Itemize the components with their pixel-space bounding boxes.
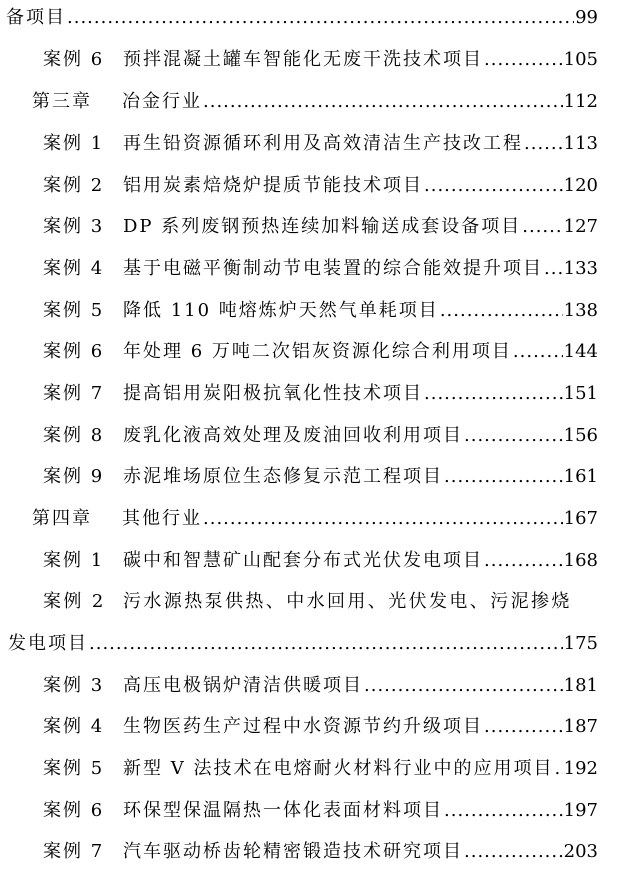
toc-page-number: 112 <box>563 91 598 112</box>
toc-case-label: 案例 5 <box>43 758 105 779</box>
toc-entry-title: 基于电磁平衡制动节电装置的综合能效提升项目 <box>123 258 543 279</box>
toc-entry[interactable] <box>0 461 620 493</box>
toc-entry[interactable] <box>0 170 620 202</box>
toc-page-number: 133 <box>563 258 598 279</box>
toc-page-number: 168 <box>563 550 598 571</box>
toc-case-label: 案例 3 <box>43 675 105 696</box>
toc-case-label: 案例 7 <box>43 841 105 862</box>
toc-entry-title: 废乳化液高效处理及废油回收利用项目 <box>123 425 463 446</box>
toc-page-number: 181 <box>563 675 598 696</box>
toc-leader-dots <box>554 753 562 785</box>
toc-entry-title: 赤泥堆场原位生态修复示范工程项目 <box>123 466 443 487</box>
toc-leader-dots <box>484 711 563 743</box>
toc-entry[interactable] <box>0 420 620 452</box>
toc-entry[interactable] <box>0 44 620 76</box>
toc-leader-dots <box>89 628 563 660</box>
toc-page-number: 127 <box>563 216 598 237</box>
toc-page-number: 105 <box>563 49 598 70</box>
toc-entry[interactable] <box>0 211 620 243</box>
toc-entry-title: 环保型保温隔热一体化表面材料项目 <box>123 800 443 821</box>
toc-case-label: 案例 2 <box>43 175 105 196</box>
toc-leader-dots <box>484 545 563 577</box>
toc-leader-dots <box>444 795 563 827</box>
toc-entry-title: 再生铅资源循环利用及高效清洁生产技改工程 <box>123 133 523 154</box>
toc-page-number: 138 <box>563 300 598 321</box>
toc-leader-dots <box>203 86 563 118</box>
toc-entry-title: 碳中和智慧矿山配套分布式光伏发电项目 <box>123 550 483 571</box>
toc-leader-dots <box>424 170 563 202</box>
toc-leader-dots <box>484 44 563 76</box>
toc-case-label: 案例 1 <box>43 550 105 571</box>
toc-entry[interactable] <box>0 295 620 327</box>
toc-entry[interactable] <box>0 378 620 410</box>
toc-page-number: 99 <box>575 7 598 28</box>
toc-case-label: 案例 4 <box>43 716 105 737</box>
toc-page-number: 113 <box>563 133 598 154</box>
toc-chapter-label: 第三章 <box>32 91 92 112</box>
toc-leader-dots <box>544 253 563 285</box>
toc-leader-dots <box>440 295 563 327</box>
toc-entry-title-continued: 发电项目 <box>8 633 88 654</box>
toc-chapter-label: 第四章 <box>32 508 92 529</box>
toc-entry[interactable] <box>0 2 620 34</box>
toc-entry-title: 降低 110 吨熔炼炉天然气单耗项目 <box>123 300 439 321</box>
toc-entry-title: 预拌混凝土罐车智能化无废干洗技术项目 <box>123 49 483 70</box>
toc-entry[interactable] <box>0 670 620 702</box>
toc-leader-dots <box>513 336 563 368</box>
toc-entry[interactable] <box>0 795 620 827</box>
toc-entry-title: 汽车驱动桥齿轮精密锻造技术研究项目 <box>123 841 463 862</box>
toc-leader-dots <box>444 461 563 493</box>
toc-chapter-entry[interactable] <box>0 86 620 118</box>
toc-leader-dots <box>424 378 563 410</box>
toc-case-label: 案例 2 <box>43 591 106 612</box>
toc-entry-title: 高压电极锅炉清洁供暖项目 <box>123 675 363 696</box>
toc-chapter-title: 冶金行业 <box>122 91 202 112</box>
toc-entry-title: 备项目 <box>6 7 66 28</box>
toc-chapter-title: 其他行业 <box>122 508 202 529</box>
toc-case-label: 案例 9 <box>43 466 105 487</box>
toc-case-label: 案例 7 <box>43 383 105 404</box>
toc-case-label: 案例 6 <box>43 800 105 821</box>
toc-case-label: 案例 6 <box>43 341 105 362</box>
toc-page-number: 120 <box>563 175 598 196</box>
toc-case-label: 案例 3 <box>43 216 105 237</box>
toc-page-number: 144 <box>563 341 598 362</box>
toc-entry-continuation[interactable] <box>0 628 620 660</box>
toc-case-label: 案例 8 <box>43 425 105 446</box>
toc-leader-dots <box>364 670 563 702</box>
toc-entry[interactable] <box>0 128 620 160</box>
toc-page-number: 167 <box>563 508 598 529</box>
toc-case-label: 案例 6 <box>43 49 105 70</box>
toc-entry-title: 年处理 6 万吨二次铝灰资源化综合利用项目 <box>123 341 512 362</box>
toc-page-number: 192 <box>563 758 598 779</box>
toc-entry[interactable] <box>0 711 620 743</box>
toc-entry[interactable] <box>0 545 620 577</box>
toc-page-number: 175 <box>563 633 598 654</box>
toc-leader-dots <box>67 2 574 34</box>
toc-entry[interactable] <box>0 253 620 285</box>
toc-page-number: 203 <box>563 841 598 862</box>
toc-entry[interactable] <box>0 836 620 868</box>
toc-entry-title: 提高铝用炭阳极抗氧化性技术项目 <box>123 383 423 404</box>
toc-case-label: 案例 4 <box>43 258 105 279</box>
toc-page-number: 197 <box>563 800 598 821</box>
toc-chapter-entry[interactable] <box>0 503 620 535</box>
toc-page-number: 187 <box>563 716 598 737</box>
toc-case-label: 案例 5 <box>43 300 105 321</box>
toc-leader-dots <box>464 836 563 868</box>
toc-entry-title: DP 系列废钢预热连续加料输送成套设备项目 <box>123 216 522 237</box>
toc-entry-title: 新型 V 法技术在电熔耐火材料行业中的应用项目 <box>123 758 554 779</box>
toc-leader-dots <box>464 420 563 452</box>
toc-entry[interactable] <box>0 753 620 785</box>
toc-entry-title: 铝用炭素焙烧炉提质节能技术项目 <box>123 175 423 196</box>
toc-leader-dots <box>524 128 563 160</box>
toc-entry-title: 生物医药生产过程中水资源节约升级项目 <box>123 716 483 737</box>
toc-entry-title: 污水源热泵供热、中水回用、光伏发电、污泥掺烧 <box>123 591 572 612</box>
toc-case-label: 案例 1 <box>43 133 105 154</box>
toc-leader-dots <box>522 211 562 243</box>
toc-entry[interactable] <box>0 336 620 368</box>
toc-page-number: 151 <box>563 383 598 404</box>
toc-entry[interactable] <box>0 586 620 618</box>
toc-page-number: 156 <box>563 425 598 446</box>
toc-leader-dots <box>203 503 563 535</box>
toc-page-number: 161 <box>563 466 598 487</box>
